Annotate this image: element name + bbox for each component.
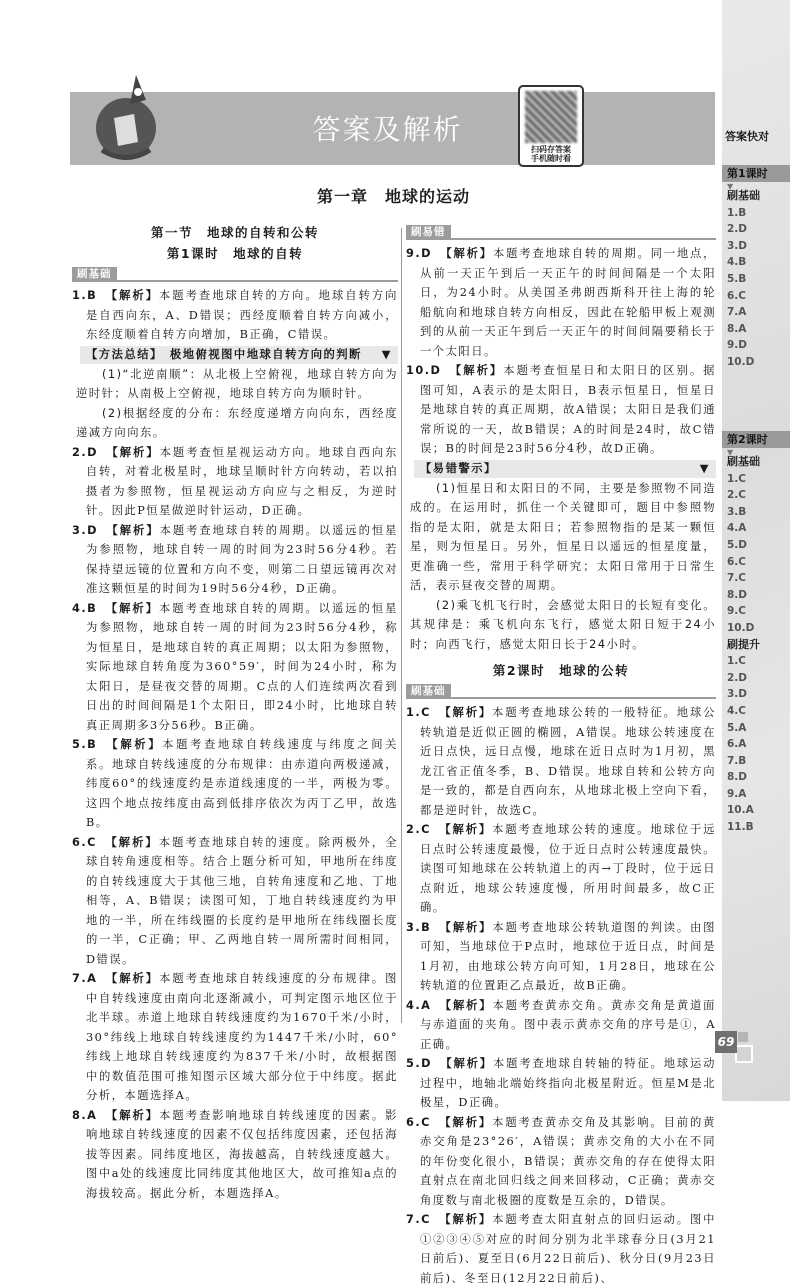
sidebar-answer: 4.B	[727, 256, 747, 269]
sidebar-answer: 7.A	[727, 306, 747, 319]
sidebar-answer: 6.A	[727, 738, 747, 751]
analysis-label: 【解析】	[438, 822, 493, 836]
analysis-text: 本题考查地球自转轴的特征。地球运动过程中，地轴北端始终指向北极星附近。恒星M是北极星，D正确。	[420, 1057, 716, 1109]
analysis-label: 【解析】	[105, 971, 160, 985]
analysis-text: 本题考查地球公转的一般特征。地球公转轨道是近似正圆的椭圆，A错误。地球公转速度在近日点快，远日点慢，地球在近日点时为1月初，黑龙江省正值冬季，B、D错误。地球自转和公转方向是一致的，都是自西向东，从地球北极上空向下看，都是逆时针，故选C。	[420, 706, 716, 817]
answer-number: 4.A	[406, 998, 432, 1012]
collapse-triangle-icon[interactable]: ▼	[381, 347, 392, 361]
answer-item	[406, 996, 716, 1055]
left-column	[72, 222, 398, 1203]
answer-number: 7.C	[406, 1213, 431, 1226]
analysis-text: 本题考查黄赤交角。黄赤交角是黄道面与赤道面的夹角。图中表示黄赤交角的序号是①，A正确。	[420, 998, 716, 1051]
warning-paragraph: (2)乘飞机飞行时，会感觉太阳日的长短有变化。其规律是：乘飞机向东飞行，感觉太阳日短于24小时；向西飞行，感觉太阳日长于24小时。	[410, 598, 716, 651]
collapse-triangle-icon[interactable]: ▼	[699, 461, 710, 475]
sidebar-answer: 2.D	[727, 223, 748, 236]
qr-caption-1: 扫码存答案	[531, 145, 571, 154]
tag-label: 刷基础	[406, 684, 451, 699]
answer-item	[406, 244, 716, 361]
analysis-text: 本题考查地球自转线速度与纬度之间关系。地球自转线速度的分布规律：由赤道向两极递减，纬度60°的线速度约是赤道线速度的一半，两极为零。这四个地点按纬度由高到低排序依次为丙丁乙甲，故选B。	[86, 738, 398, 829]
analysis-label: 【解析】	[440, 1056, 493, 1070]
qr-caption-2: 手机随时看	[531, 154, 571, 163]
answer-number: 8.A	[72, 1108, 98, 1122]
answer-number: 3.B	[406, 920, 432, 934]
answer-item	[72, 833, 398, 970]
page-header-title: 答案及解析	[312, 113, 463, 146]
sidebar-answer: 4.C	[727, 704, 747, 717]
sidebar-answer: 9.A	[727, 787, 747, 800]
answer-number: 10.D	[406, 364, 442, 377]
answer-item	[406, 918, 716, 996]
sidebar-answer: 10.A	[727, 804, 754, 817]
analysis-text: 本题考查地球自转的周期。以遥远的恒星为参照物，地球自转一周的时间为23时56分4秒。若保持望远镜的位置和方向不变，则第二日望远镜再次对准这颗恒星的时间为19时56分4秒，D正确。	[86, 523, 398, 595]
analysis-label: 【解析】	[438, 1212, 493, 1226]
answer-item	[72, 599, 398, 736]
section-tag	[406, 683, 716, 699]
triangle-down-icon: ▼	[727, 448, 734, 457]
analysis-text: 本题考查影响地球自转线速度的因素。影响地球自转线速度的因素不仅包括纬度因素，还包括海拔等因素。同纬度地区，海拔越高，自转线速度越大。图中a处的线速度比同纬度其他地区大，故可推知a点的海拔较高。据此分析，本题选择A。	[86, 1108, 398, 1200]
warning-header[interactable]	[414, 460, 716, 478]
method-summary-title: 【方法总结】 极地俯视图中地球自转方向的判断	[86, 347, 362, 361]
sidebar-answer: 4.A	[727, 522, 747, 535]
sidebar-answer: 2.D	[727, 671, 748, 684]
lesson-title: 第2课时 地球的公转	[492, 663, 630, 678]
sidebar-answer: 10.D	[727, 355, 755, 368]
section-tag	[406, 224, 716, 240]
answer-item	[406, 361, 716, 459]
sidebar-answer: 10.D	[727, 621, 755, 634]
analysis-label: 【解析】	[105, 1107, 160, 1122]
answer-item	[406, 1210, 716, 1288]
answer-item	[72, 443, 398, 521]
analysis-label: 【解析】	[104, 834, 159, 849]
chapter-title: 第一章 地球的运动	[316, 187, 470, 206]
analysis-label: 【解析】	[106, 522, 160, 537]
method-paragraph: (1)“北逆南顺”：从北极上空俯视，地球自转方向为逆时针；从南极上空俯视，地球自转方向为顺时针。	[76, 367, 398, 400]
sidebar-answer: 5.B	[727, 272, 747, 285]
sidebar-lesson-2[interactable]: 第2课时	[722, 431, 790, 448]
sidebar-answer: 6.C	[727, 289, 747, 302]
right-column	[406, 222, 716, 1288]
analysis-label: 【解析】	[440, 246, 493, 260]
sidebar-answer: 8.D	[727, 771, 748, 784]
sidebar-answer: 1.B	[727, 206, 747, 219]
analysis-text: 本题考查恒星日和太阳日的区别。据图可知，A表示的是太阳日，B表示恒星日，恒星日是地球自转的真正周期，故A错误；太阳日是我们通常所说的一天，故B错误；A的时间是24时，故C错误；B的时间是23时56分4秒，故D正确。	[420, 364, 716, 455]
lesson-title: 第1课时 地球的自转	[166, 246, 304, 261]
analysis-text: 本题考查太阳直射点的回归运动。图中①②③④⑤对应的时间分别为北半球春分日(3月21日前后)、夏至日(6月22日前后)、秋分日(9月23日前后)、冬至日(12月22日前后)、	[420, 1213, 716, 1285]
analysis-label: 【解析】	[438, 1114, 493, 1129]
sidebar-answer: 5.D	[727, 538, 748, 551]
sidebar-group-head: 刷提升	[727, 637, 760, 651]
analysis-text: 本题考查恒星视运动方向。地球自西向东自转，对着北极星时，地球呈顺时针方向转动，若以拍摄者为参照物，恒星视运动方向应与之相反，为逆时针。因此P恒星做逆时针运动，D正确。	[86, 445, 398, 517]
answer-item	[406, 820, 716, 918]
sidebar-answer: 5.A	[727, 721, 747, 734]
analysis-label: 【解析】	[449, 363, 504, 377]
analysis-label: 【解析】	[439, 919, 493, 934]
analysis-text: 本题考查地球自转的周期。同一地点，从前一天正午到后一天正午的时间间隔是一个太阳日，为24小时。从美国圣弗朗西斯科开往上海的轮船航向和地球自转方向相反，因此在轮船甲板上观测到的从前一天正午到后一天正午的时间间隔要稍长于一个太阳日。	[420, 247, 716, 358]
answer-item	[72, 969, 398, 1106]
sidebar-answer: 3.B	[727, 505, 747, 518]
sidebar-answer: 9.D	[727, 339, 748, 352]
warning-title: 【易错警示】	[420, 461, 497, 475]
qr-code-image	[525, 91, 577, 143]
answer-number: 2.D	[72, 445, 99, 459]
page-number: 69	[715, 1031, 737, 1053]
analysis-label: 【解析】	[439, 997, 493, 1012]
answer-number: 1.B	[72, 289, 98, 302]
analysis-text: 本题考查地球自转的周期。以遥远的恒星为参照物，地球自转一周的时间为23时56分4秒，称为恒星日，是地球自转的真正周期；以太阳为参照物，实际地球自转角度为360°59′，时间为24小时，称为太阳日，是昼夜交替的周期。C点的人们连续两次看到日出的时间间隔是1个太阳日，即24小时，比地球自转真正周期多3分56秒。B正确。	[86, 601, 398, 732]
analysis-label: 【解析】	[105, 737, 163, 751]
sidebar-group-head: 刷基础	[727, 455, 760, 468]
analysis-label: 【解析】	[106, 444, 160, 459]
sidebar-group-head: 刷基础	[727, 189, 760, 202]
analysis-text: 本题考查地球自转线速度的分布规律。图中自转线速度由南向北逐渐减小，可判定图示地区位于北半球。赤道上地球自转线速度约为1670千米/小时，30°纬线上地球自转线速度约为1447千米/小时，60°纬线上地球自转线速度约为837千米/小时，故根据图中的数值范围可推知图示区域大部分位于中纬度。据此分析，本题选择A。	[86, 972, 398, 1102]
sidebar-title: 答案快对	[725, 130, 769, 143]
triangle-down-icon: ▼	[727, 182, 734, 191]
sidebar-answer: 3.D	[727, 688, 748, 701]
answer-number: 2.C	[406, 823, 431, 836]
sidebar-answer: 7.C	[727, 572, 747, 585]
analysis-text: 本题考查地球公转轨道图的判读。由图可知，当地球位于P点时，地球位于近日点，时间是1月初，由地球公转方向可知，1月28日，地球在公转轨道的位置距乙点最近，故B正确。	[420, 920, 716, 992]
analysis-text: 本题考查地球自转的方向。地球自转方向是自西向东，A、D错误；西经度顺着自转方向减小，东经度顺着自转方向增加，B正确，C错误。	[86, 289, 398, 341]
answer-item	[72, 286, 398, 345]
analysis-label: 【解析】	[105, 600, 159, 615]
answer-item	[72, 1106, 398, 1204]
warning-paragraph: (1)恒星日和太阳日的不同，主要是参照物不同造成的。在运用时，抓住一个关键即可，题目中参照物指的是太阳，就是太阳日；若参照物指的是某一颗恒星，则为恒星日。另外，恒星日以遥远的恒星度量，更准确一些，常用于科学研究；太阳日常用于日常生活，表示昼夜交替的周期。	[410, 481, 716, 592]
answer-number: 6.C	[72, 835, 97, 849]
tag-label: 刷易错	[406, 225, 451, 240]
sidebar-answer: 7.B	[727, 754, 747, 767]
answer-number: 5.D	[406, 1057, 433, 1070]
sidebar-answer: 2.C	[727, 489, 747, 502]
answer-number: 7.A	[72, 972, 98, 985]
sidebar-answer: 1.C	[727, 472, 747, 485]
qr-code[interactable]	[518, 85, 584, 167]
answer-item	[72, 521, 398, 599]
method-paragraph: (2)根据经度的分布：东经度递增方向向东，西经度递减方向向东。	[76, 406, 398, 439]
answer-number: 5.B	[72, 738, 98, 751]
answer-item	[406, 1113, 716, 1211]
method-summary-header[interactable]	[80, 346, 398, 364]
answer-number: 4.B	[72, 601, 98, 615]
sidebar-answer: 9.C	[727, 605, 747, 618]
section-tag	[72, 266, 398, 282]
answer-number: 9.D	[406, 247, 433, 260]
sidebar-answer: 1.C	[727, 655, 747, 668]
analysis-label: 【解析】	[105, 288, 159, 302]
answer-item	[406, 1054, 716, 1113]
answer-item	[406, 703, 716, 820]
analysis-label: 【解析】	[438, 705, 493, 719]
sidebar-answer: 8.D	[727, 588, 748, 601]
analysis-text: 本题考查黄赤交角及其影响。目前的黄赤交角是23°26′，A错误；黄赤交角的大小在不同的年份变化很小，B错误；黄赤交角的存在使得太阳直射点在南北回归线之间来回移动，C正确；黄赤交角度数与南北极圈的度数是互余的，D错误。	[420, 1115, 716, 1207]
sidebar-answer: 6.C	[727, 555, 747, 568]
logo-rocket-icon	[88, 70, 168, 165]
sidebar-answer: 3.D	[727, 239, 748, 252]
answer-number: 3.D	[72, 523, 99, 537]
answer-number: 6.C	[406, 1115, 431, 1129]
analysis-text: 本题考查地球自转的速度。除两极外，全球自转角速度相等。结合上题分析可知，甲地所在纬度的自转线速度大于其他三地，自转角速度和乙地、丁地相等，A、B错误；读图可知，丁地自转线速度约为甲地的一半，所在纬线圈的长度约是甲地所在纬线圈长度的一半，C正确；甲、乙两地自转一周所需时间相同，D错误。	[86, 835, 398, 966]
answer-item	[72, 735, 398, 833]
section-title: 第一节 地球的自转和公转	[150, 225, 319, 240]
analysis-text: 本题考查地球公转的速度。地球位于远日点时公转速度最慢，位于近日点时公转速度最快。读图可知地球在公转轨道上的丙→丁段时，位于远日点附近，地球公转速度慢，所用时间最多，故C正确。	[420, 823, 716, 914]
answer-number: 1.C	[406, 706, 431, 719]
tag-label: 刷基础	[72, 267, 117, 282]
sidebar-answer: 8.A	[727, 322, 747, 335]
sidebar-answer: 11.B	[727, 821, 754, 834]
sidebar-lesson-1[interactable]: 第1课时	[722, 165, 790, 182]
column-divider	[401, 228, 402, 1023]
